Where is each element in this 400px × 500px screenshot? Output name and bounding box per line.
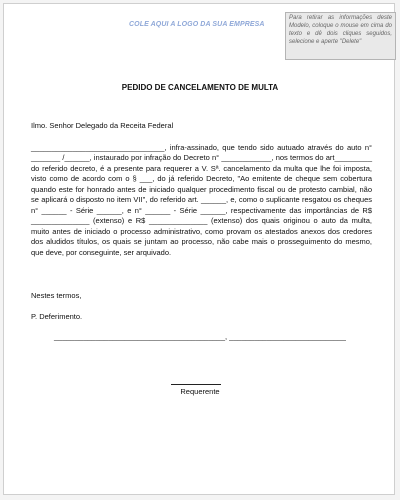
closing-text: Nestes termos, — [31, 291, 82, 300]
signature-line — [171, 384, 221, 385]
request-body: ________________________________, infra-assinado, que tendo sido autuado através do auto n° _______ /______, instaurado por infração do Decreto n° ____________, nos termos do art_________ do referido decreto, é a presente para requerer a V. Sª. cancelamento da multa que lhe foi imposta, visto como de acordo com o § ___, do já referido Decreto, "Ao emitente de cheque sem cobertura quando este for honrado antes de iniciado qualquer procedimento fiscal ou de protesto cambial, não se aplicará o disposto no item VII", do referido art. ______, e, como o suplicante resgatou os cheques n° ______ - Série ______, e n° ______ - Série ______, respectivamente das importâncias de R$ ______________ (extenso) e R$ ______________ (extenso) dos quais originou o auto da multa, muito antes de iniciado o processo administrativo, como provam os atestados anexos dos credores dos aludidos títulos, os quais se juntam ao processo, não cabe mais o prosseguimento do mesmo, que deve, por conseguinte, ser arquivado. — [31, 143, 372, 257]
logo-placeholder[interactable]: COLE AQUI A LOGO DA SUA EMPRESA — [129, 21, 265, 28]
instruction-note[interactable]: Para retirar as informações deste Modelo, coloque o mouse em cima do texto e dê dois cliques seguidos, selecione e aperte "Delete" — [285, 12, 396, 60]
signature-label: Requerente — [180, 387, 220, 396]
deferment-text: P. Deferimento. — [31, 312, 83, 321]
document-page — [3, 3, 395, 495]
document-title: PEDIDO DE CANCELAMENTO DE MULTA — [121, 83, 279, 92]
greeting: Ilmo. Senhor Delegado da Receita Federal — [31, 121, 174, 130]
place-date-line: _________________________________________, ____________________________ — [54, 332, 346, 341]
